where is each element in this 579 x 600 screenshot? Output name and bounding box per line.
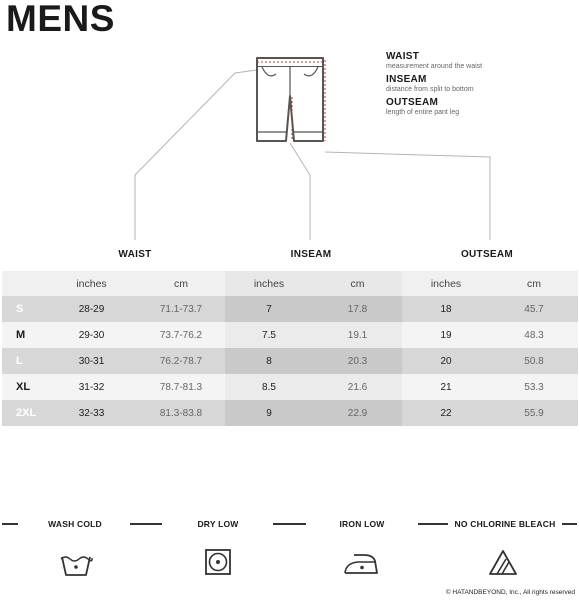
- divider: [130, 523, 162, 525]
- legend-desc: length of entire pant leg: [386, 109, 460, 116]
- care-label-wash-cold: WASH COLD: [48, 519, 102, 529]
- waist-cm-cell: 71.1-73.7: [137, 296, 225, 322]
- outseam-cm-cell: 53.3: [490, 374, 578, 400]
- outseam-cm-cell: 55.9: [490, 400, 578, 426]
- waist-leader-line: [135, 70, 257, 240]
- legend-term: INSEAM: [386, 74, 427, 85]
- size-label: L: [2, 348, 46, 374]
- size-label: M: [2, 322, 46, 348]
- unit-label: cm: [313, 271, 402, 296]
- iron-low-icon: [342, 547, 380, 579]
- divider: [273, 523, 306, 525]
- size-label: XL: [2, 374, 46, 400]
- unit-label: cm: [137, 271, 225, 296]
- outseam-leader-line: [325, 152, 490, 240]
- measurement-legend: [386, 51, 482, 120]
- divider: [2, 523, 18, 525]
- inseam-inches-cell: 7.5: [225, 322, 313, 348]
- inseam-inches-cell: 8: [225, 348, 313, 374]
- outseam-inches-cell: 20: [402, 348, 490, 374]
- inseam-cm-cell: 17.8: [313, 296, 402, 322]
- outseam-cm-cell: 48.3: [490, 322, 578, 348]
- size-chart-table: [2, 271, 578, 426]
- shorts-icon: [257, 58, 323, 141]
- inseam-cm-cell: 20.3: [313, 348, 402, 374]
- care-label-iron-low: IRON LOW: [339, 519, 385, 529]
- units-corner: [2, 271, 46, 296]
- inseam-cm-cell: 19.1: [313, 322, 402, 348]
- waist-cm-cell: 73.7-76.2: [137, 322, 225, 348]
- waist-inches-cell: 28-29: [46, 296, 137, 322]
- divider: [562, 523, 577, 525]
- table-row: [2, 296, 578, 322]
- legend-desc: distance from split to bottom: [386, 86, 474, 93]
- waist-cm-cell: 78.7-81.3: [137, 374, 225, 400]
- outseam-inches-cell: 18: [402, 296, 490, 322]
- units-row: [2, 271, 578, 296]
- size-label: S: [2, 296, 46, 322]
- unit-label: inches: [46, 271, 137, 296]
- legend-term: OUTSEAM: [386, 97, 439, 108]
- table-row: [2, 400, 578, 426]
- waist-inches-cell: 32-33: [46, 400, 137, 426]
- copyright-notice: © HATANDBEYOND, Inc., All rights reserved: [445, 589, 575, 596]
- no-chlorine-bleach-icon: [487, 547, 519, 579]
- waist-inches-cell: 30-31: [46, 348, 137, 374]
- outseam-cm-cell: 45.7: [490, 296, 578, 322]
- tumble-dry-low-icon: [203, 547, 233, 577]
- inseam-leader-line: [290, 143, 310, 240]
- wash-cold-icon: [58, 547, 94, 579]
- outseam-inches-cell: 22: [402, 400, 490, 426]
- outseam-cm-cell: 50.8: [490, 348, 578, 374]
- care-label-no-chlorine-bleach: NO CHLORINE BLEACH: [454, 519, 556, 529]
- outseam-inches-cell: 21: [402, 374, 490, 400]
- unit-label: inches: [225, 271, 313, 296]
- waist-inches-cell: 29-30: [46, 322, 137, 348]
- unit-label: cm: [490, 271, 578, 296]
- page-title: MENS: [6, 0, 115, 39]
- divider: [418, 523, 448, 525]
- inseam-cm-cell: 22.9: [313, 400, 402, 426]
- inseam-column-heading: INSEAM: [290, 249, 332, 260]
- waist-cm-cell: 81.3-83.8: [137, 400, 225, 426]
- inseam-cm-cell: 21.6: [313, 374, 402, 400]
- outseam-column-heading: OUTSEAM: [460, 249, 514, 260]
- legend-desc: measurement around the waist: [386, 63, 483, 70]
- care-label-dry-low: DRY LOW: [197, 519, 239, 529]
- outseam-inches-cell: 19: [402, 322, 490, 348]
- size-label: 2XL: [2, 400, 46, 426]
- waist-inches-cell: 31-32: [46, 374, 137, 400]
- inseam-inches-cell: 8.5: [225, 374, 313, 400]
- waist-column-heading: WAIST: [118, 249, 152, 260]
- table-row: [2, 348, 578, 374]
- table-row: [2, 322, 578, 348]
- inseam-inches-cell: 9: [225, 400, 313, 426]
- inseam-inches-cell: 7: [225, 296, 313, 322]
- unit-label: inches: [402, 271, 490, 296]
- waist-cm-cell: 76.2-78.7: [137, 348, 225, 374]
- legend-term: WAIST: [386, 51, 420, 62]
- shorts-diagram: [0, 0, 579, 270]
- table-row: [2, 374, 578, 400]
